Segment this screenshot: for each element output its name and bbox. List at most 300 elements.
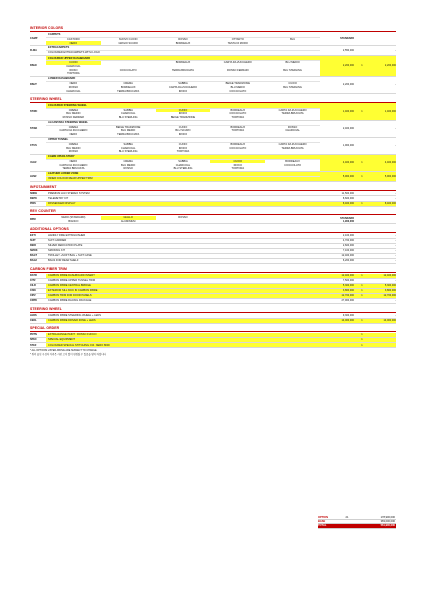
option-total: - — [395, 259, 396, 263]
option-quantity[interactable] — [356, 191, 368, 195]
color-choice[interactable]: ROSSO — [123, 167, 133, 171]
option-quantity[interactable] — [356, 234, 368, 238]
option-total: - — [395, 239, 396, 243]
color-choice[interactable]: CREMA — [68, 142, 79, 146]
color-choice[interactable]: TERRA BRUCIATA — [117, 133, 140, 137]
color-choice[interactable]: BLU STERLING — [118, 150, 138, 154]
color-choice[interactable]: CIOCCOLATO — [229, 112, 247, 116]
option-heading: CABIN UPHOLSTERY — [46, 155, 320, 160]
color-choice[interactable]: CARTA DA ZUCCHERO — [278, 142, 307, 146]
color-choice[interactable] — [210, 150, 265, 154]
color-choice[interactable]: TERRA BRUCIATA — [171, 68, 195, 72]
option-heading: LEATHER LOWER ZONE — [46, 172, 320, 177]
option-quantity[interactable]: 1 — [356, 103, 368, 119]
option-quantity[interactable]: 1 — [356, 333, 368, 337]
color-choice[interactable]: ROSSO — [68, 85, 79, 89]
option-total: - — [395, 313, 396, 317]
option-price: 7,100,000 — [342, 249, 354, 253]
option-quantity[interactable]: 1 — [356, 172, 368, 181]
option-description — [46, 234, 320, 238]
option-text: SUIT CARRIER — [48, 239, 67, 243]
option-row[interactable] — [30, 172, 396, 182]
color-choice[interactable]: ALUMINIUM — [120, 219, 136, 223]
summary-row — [318, 524, 396, 528]
option-text: PREMIUM HI-FI STEREO SYSTEM — [48, 191, 90, 195]
color-choice[interactable]: CHARCOAL — [120, 112, 136, 116]
option-price-standard: STANDARD — [340, 216, 354, 220]
color-choice[interactable]: CARTA DA ZUCCHERO — [278, 108, 307, 112]
color-choice[interactable] — [210, 133, 265, 137]
footnote: * ALL OPTIONS LISTED ABOVE ARE SUBJECT TO CHANGE. — [30, 349, 98, 353]
option-heading: COLOURED STEERING WHEEL — [46, 103, 320, 108]
color-choice[interactable]: CUOIO — [210, 160, 265, 164]
option-total: - — [395, 299, 396, 303]
option-row[interactable] — [30, 103, 396, 120]
color-choice[interactable]: CARTA DA ZUCCHERO — [223, 61, 252, 65]
color-choice[interactable]: CREMA — [68, 125, 79, 129]
option-total — [368, 338, 396, 342]
option-quantity[interactable] — [356, 249, 368, 253]
color-choice[interactable] — [156, 220, 211, 224]
color-choice[interactable] — [265, 89, 320, 93]
option-quantity[interactable]: 1 — [356, 289, 368, 293]
color-choice[interactable] — [156, 72, 211, 76]
option-total: 12,400,000 — [368, 274, 396, 278]
option-description — [46, 244, 320, 248]
color-choice[interactable]: TORTORA — [231, 116, 245, 120]
option-total — [368, 33, 396, 45]
option-description — [46, 172, 320, 181]
color-choice[interactable] — [265, 150, 320, 154]
color-choices — [46, 82, 320, 93]
option-description — [46, 299, 320, 303]
option-heading: CARPETS — [46, 33, 320, 38]
color-choice[interactable]: TERRA BRUCIATA — [117, 89, 140, 93]
option-heading: COLOURED UPPER DASHBOARD — [46, 56, 320, 61]
option-price: 5,300,000 — [320, 284, 356, 288]
option-code: BAG2 — [30, 259, 37, 263]
option-text: CARBON FIBRE STEERING WHEEL + LEDS — [48, 313, 102, 317]
color-choice[interactable]: ROSSO — [178, 37, 188, 41]
section-title: CARBON FIBER TRIM — [30, 267, 396, 273]
option-price: 6,200,000 — [342, 259, 354, 263]
option-quantity[interactable] — [356, 216, 368, 223]
option-heading: EXTRACARPETS — [46, 46, 320, 51]
option-quantity[interactable] — [356, 254, 368, 258]
color-choice[interactable]: TERRA BRUCIATA — [62, 167, 85, 171]
option-code: LENZ — [30, 174, 37, 178]
color-choice[interactable]: GRIGIO SCURO — [118, 41, 138, 45]
option-code: ULEZ — [30, 161, 37, 165]
color-choice[interactable]: SABBIA — [123, 108, 133, 112]
option-quantity[interactable]: 1 — [356, 294, 368, 298]
option-price: 12,700,000 — [320, 294, 356, 298]
option-description — [46, 249, 320, 253]
option-total: - — [395, 144, 396, 147]
color-choice[interactable]: TESTA DI MORO — [227, 41, 248, 45]
color-choice[interactable]: SABBIA — [178, 159, 188, 163]
color-choice[interactable]: BLU MEDIO — [66, 112, 81, 116]
option-price — [320, 338, 356, 342]
option-code: CISK — [30, 289, 36, 293]
option-row[interactable] — [30, 138, 396, 155]
color-choice[interactable]: ROSSO — [287, 125, 298, 129]
option-price: 14,000,000 — [320, 319, 356, 323]
option-row[interactable] — [30, 259, 396, 264]
option-code: SMOK — [30, 249, 38, 253]
color-choice[interactable]: CUOIO — [46, 61, 101, 65]
color-choice[interactable]: CARTA DA ZUCCHERO — [59, 129, 88, 133]
color-choice[interactable]: TORTORA — [67, 72, 80, 76]
color-choice[interactable]: BLU STERLING — [118, 116, 138, 120]
color-choice[interactable]: IROKO — [233, 163, 242, 167]
option-text: BAGS FOR REAR SHELF — [48, 259, 79, 263]
option-row[interactable] — [30, 299, 396, 304]
summary-value: 383,000,000 — [380, 520, 395, 524]
option-row[interactable] — [30, 77, 396, 94]
color-choice[interactable]: IROKO — [69, 68, 78, 72]
option-total: - — [395, 244, 396, 248]
option-total: 2,200,000 — [368, 56, 396, 76]
color-choice[interactable]: CHARCOAL — [175, 163, 191, 167]
option-description — [46, 294, 320, 298]
color-choice[interactable] — [265, 72, 320, 76]
color-choice[interactable]: CIOCCOLATO — [229, 89, 247, 93]
color-choice[interactable]: BLU SCURO — [175, 129, 191, 133]
option-total: 12,700,000 — [368, 294, 396, 298]
color-choice[interactable]: BORDEAUX — [285, 159, 300, 163]
option-description — [46, 138, 320, 154]
option-price: 27,900,000 — [341, 299, 354, 303]
summary-value: 561,900,000 — [380, 524, 395, 528]
color-choice[interactable]: BEIGE TRADIZIONE — [116, 125, 141, 129]
color-choice[interactable]: TORTORA — [176, 150, 190, 154]
color-choice[interactable]: SABBIA — [123, 142, 133, 146]
color-choice[interactable]: CHARCOAL — [285, 129, 300, 133]
color-choice[interactable]: BEIGE TRADIZIONE — [170, 116, 196, 120]
option-description — [46, 319, 320, 323]
color-choice[interactable]: NUOVO CUOIO — [118, 37, 138, 41]
option-price-alt: 1,900,000 — [342, 220, 354, 224]
option-row[interactable] — [30, 56, 396, 77]
option-price: 8,600,000 — [342, 196, 354, 200]
section-title: REV COUNTER — [30, 209, 396, 215]
option-code: DEPK — [30, 196, 37, 200]
option-quantity[interactable] — [356, 239, 368, 243]
option-quantity[interactable]: 1 — [356, 319, 368, 323]
option-text: CARBON FIBRE UPPER TUNNEL TRIM — [48, 279, 96, 283]
color-choice[interactable]: CUOIO — [178, 142, 188, 146]
option-code: DSHC — [30, 64, 38, 68]
color-choice[interactable]: BLU STERLING — [173, 167, 193, 171]
color-choice[interactable] — [265, 220, 320, 224]
option-code: CTUS — [30, 144, 37, 147]
option-description — [46, 33, 320, 45]
color-choice[interactable]: ROSSO — [68, 150, 79, 154]
option-quantity[interactable] — [356, 299, 368, 303]
option-row[interactable] — [30, 343, 396, 348]
option-description — [46, 254, 320, 258]
option-row[interactable] — [30, 46, 396, 56]
option-heading: UPPER TUNNEL — [46, 138, 320, 143]
color-choice[interactable]: BIANCO — [68, 219, 79, 223]
color-choice[interactable]: CHARCOAL — [66, 89, 81, 93]
color-choice[interactable]: CUOIO — [156, 109, 211, 113]
color-choice[interactable]: BLU MEDIO — [230, 85, 245, 89]
color-choice[interactable]: CIOCCOLATO — [229, 146, 247, 150]
option-description — [46, 338, 320, 342]
section-title: SPECIAL ORDER — [30, 326, 396, 332]
option-price: 4,700,000 — [342, 239, 354, 243]
option-total: - — [395, 126, 396, 130]
option-quantity[interactable] — [356, 313, 368, 317]
option-code: CIPZ — [30, 294, 36, 298]
option-total: 5,300,000 — [368, 284, 396, 288]
option-row[interactable] — [30, 121, 396, 138]
option-price: 4,400,000 — [320, 155, 356, 171]
option-code: EXTI — [30, 234, 36, 238]
option-total: 1,400,000 — [368, 103, 396, 119]
color-choice[interactable]: CARTA DA ZUCCHERO — [59, 163, 88, 167]
color-choice[interactable]: BEIGE TRADIZIONE — [225, 82, 250, 86]
option-code: CAMP — [30, 37, 38, 41]
option-row[interactable] — [30, 202, 396, 207]
option-price: 12,400,000 — [341, 254, 354, 258]
color-choice[interactable]: BLU MEDIO — [121, 163, 136, 167]
option-row[interactable] — [30, 319, 396, 324]
color-choice[interactable]: IROKO — [178, 133, 188, 137]
option-row[interactable] — [30, 155, 396, 172]
option-description — [46, 56, 320, 76]
option-quantity[interactable]: 1 — [356, 284, 368, 288]
color-choice[interactable]: BLU STERLING — [283, 85, 302, 89]
color-choice[interactable]: CHARCOAL — [120, 146, 136, 150]
option-code: STWC — [30, 109, 38, 113]
section-title: STEERING WHEEL — [30, 307, 396, 313]
option-quantity[interactable] — [356, 259, 368, 263]
option-row[interactable] — [30, 216, 396, 224]
option-quantity[interactable] — [356, 77, 368, 93]
option-total: - — [395, 234, 396, 238]
option-code: CRPK — [30, 299, 38, 303]
option-description — [46, 77, 320, 93]
color-choice[interactable]: CASTORO — [67, 37, 80, 41]
option-description — [46, 259, 320, 263]
option-price: 2,400,000 — [342, 126, 354, 130]
option-quantity[interactable] — [356, 244, 368, 248]
option-heading: ALCANTARA STEERING WHEEL — [46, 121, 320, 126]
option-price — [320, 333, 356, 337]
color-choice[interactable]: BLU MEDIO — [285, 61, 300, 65]
color-choice[interactable]: CREMA — [68, 108, 79, 112]
option-total: - — [395, 191, 396, 195]
option-quantity[interactable] — [356, 138, 368, 154]
color-choice[interactable]: CUOIO — [178, 125, 188, 129]
color-choice[interactable]: CREMA — [123, 82, 133, 86]
option-text: TROLLEY +SOFT BAG + SUIT CASE — [48, 254, 92, 258]
option-price: 12,400,000 — [320, 274, 356, 278]
color-choices — [46, 126, 320, 137]
option-description — [46, 289, 320, 293]
option-code: STWA — [30, 126, 38, 130]
option-total — [368, 343, 396, 347]
color-choice[interactable]: ROSSO FERRARI — [227, 68, 249, 72]
option-quantity[interactable] — [356, 279, 368, 283]
option-description — [46, 196, 320, 200]
color-choice[interactable]: NERO (STANDARD) — [61, 216, 86, 220]
option-price — [320, 216, 356, 223]
option-text: CARBON FIBRE DRIVER ZONE + LEDS — [46, 319, 320, 323]
option-text: PASSENGER DISPLAY — [46, 202, 320, 206]
option-code: SNDH — [30, 191, 38, 195]
option-code: FLMA — [30, 48, 37, 52]
option-description — [46, 216, 320, 223]
option-price: 2,200,000 — [320, 56, 356, 76]
color-choice[interactable]: OTTANTO — [231, 37, 244, 41]
color-choice[interactable]: TERRA BRUCIATA — [281, 112, 304, 116]
color-choice[interactable] — [265, 167, 320, 171]
color-choice[interactable]: IROKO — [178, 112, 188, 116]
option-text: CARBON FIBRE DASHBOARD INSERT — [46, 274, 320, 278]
option-description — [46, 333, 320, 337]
option-code: RPM — [30, 217, 36, 221]
option-quantity[interactable]: 1 — [356, 343, 368, 347]
option-total: - — [395, 249, 396, 253]
color-choices — [46, 216, 320, 223]
color-choice[interactable]: CREMA — [123, 159, 133, 163]
option-text: SPECIAL EQUIPMENT — [46, 338, 320, 342]
color-choices — [46, 61, 320, 76]
color-choice[interactable]: CUOIO — [288, 82, 297, 86]
option-total: - — [395, 279, 396, 283]
color-choice[interactable]: ROSSO FERRARI — [62, 116, 85, 120]
color-choice[interactable]: GIALLO — [101, 216, 156, 220]
option-description — [46, 191, 320, 195]
section-title: ADDITIONAL OPTIONS — [30, 227, 396, 233]
summary-value: 178,900,000 — [380, 516, 395, 520]
option-text: TELEMETRY KIT — [48, 196, 69, 200]
color-choice[interactable]: TORTORA — [231, 129, 245, 133]
option-description — [46, 284, 320, 288]
color-choice[interactable]: TERRA BRUCIATA — [281, 146, 304, 150]
color-choice[interactable]: CARTA DA ZUCCHERO — [168, 85, 197, 89]
option-quantity[interactable] — [356, 46, 368, 55]
option-quantity[interactable] — [356, 121, 368, 137]
option-code: DEDI — [30, 244, 36, 248]
option-quantity[interactable]: 1 — [356, 274, 368, 278]
option-quantity[interactable]: 1 — [356, 56, 368, 76]
option-total: 4,400,000 — [368, 155, 396, 171]
option-code: CILR — [30, 284, 36, 288]
option-code: DATR — [30, 273, 37, 277]
option-price: 8,400,000 — [320, 202, 356, 206]
color-choice[interactable]: BLU MEDIO — [121, 129, 136, 133]
color-choice[interactable] — [265, 133, 320, 137]
color-choice[interactable] — [210, 220, 265, 224]
option-text: HANDLY FIRE EXTINGUISHER — [48, 234, 86, 238]
option-total: 5,900,000 — [368, 172, 396, 181]
color-choice[interactable]: BORDEAUX — [120, 85, 136, 89]
color-choice[interactable]: SABBIA — [178, 82, 188, 86]
summary-label: BASE — [318, 520, 326, 524]
color-choice[interactable]: BORDEAUX — [230, 142, 246, 146]
color-choice[interactable]: NERO — [69, 133, 78, 137]
color-choice[interactable]: BORDEAUX — [230, 125, 246, 129]
option-description — [46, 313, 320, 317]
summary-label: OPTION — [318, 516, 328, 520]
color-choice[interactable]: BLU STERLING — [283, 68, 302, 72]
color-choice[interactable]: BLU MEDIO — [66, 146, 81, 150]
option-quantity[interactable]: 1 — [356, 155, 368, 171]
option-price: 11,500,000 — [341, 191, 354, 195]
option-description — [46, 274, 320, 278]
color-choice[interactable]: BORDEAUX — [175, 41, 191, 45]
option-text: CARBON TRIM FOR DOOR PANELS — [46, 294, 320, 298]
option-price: 2,550,000 — [342, 48, 354, 52]
option-code: CITZ — [30, 279, 36, 283]
color-choices — [46, 143, 320, 154]
option-description — [46, 46, 320, 55]
color-choice[interactable]: TORTORA — [231, 167, 245, 171]
color-choice[interactable] — [265, 41, 320, 45]
option-code: PNTN — [30, 333, 37, 337]
option-quantity[interactable]: 1 — [356, 338, 368, 342]
color-choice[interactable]: BLU — [290, 37, 296, 41]
option-total — [368, 216, 396, 223]
section-title: INTERIOR COLORS — [30, 26, 396, 32]
option-text: EXTERIOR SILL KICK IN CARBON FIBRE — [46, 289, 320, 293]
color-choice[interactable]: CHARCOAL — [66, 65, 81, 69]
option-total: - — [395, 48, 396, 52]
option-total: 8,400,000 — [368, 202, 396, 206]
color-choice[interactable]: ROSSO — [178, 216, 188, 220]
option-code: BAGT — [30, 254, 38, 258]
color-choices — [46, 109, 320, 120]
option-price: 2,100,000 — [342, 234, 354, 238]
color-choice[interactable] — [101, 72, 156, 76]
color-choice[interactable]: CIOCCOLATO — [284, 163, 302, 167]
price-summary — [318, 516, 396, 529]
option-row[interactable] — [30, 33, 396, 46]
option-text: EXTRA-RANGE PAINT : ROSSO FUOCO — [46, 333, 320, 337]
summary-label: TOTAL — [318, 524, 327, 528]
option-price — [320, 343, 356, 347]
option-price: 2,600,000 — [342, 244, 354, 248]
color-choice[interactable]: IROKO — [178, 146, 188, 150]
color-choice[interactable] — [210, 72, 265, 76]
option-price: STANDARD — [340, 37, 354, 41]
summary-count: 21 — [345, 516, 349, 520]
color-choice[interactable]: NERO — [69, 159, 78, 163]
option-quantity[interactable] — [356, 196, 368, 200]
option-code: SUIT — [30, 239, 36, 243]
color-choice[interactable]: CIOCCOLATO — [119, 68, 137, 72]
option-quantity[interactable]: 1 — [356, 202, 368, 206]
color-choice[interactable]: NERO — [46, 41, 101, 45]
color-choices — [46, 160, 320, 171]
color-choice[interactable]: NERO — [69, 82, 78, 86]
option-price: 7,500,000 — [342, 279, 354, 283]
color-choice[interactable]: IROKO — [178, 89, 188, 93]
option-text: COLOURED SPECIAL STITCHING O.R. NERO 8000 — [46, 343, 320, 347]
color-choice[interactable] — [265, 116, 320, 120]
option-text: SMOKING KIT — [48, 249, 66, 253]
color-choice[interactable]: BORDEAUX — [175, 61, 191, 65]
section-title: INFOTAINMENT — [30, 185, 396, 191]
option-quantity[interactable] — [356, 33, 368, 45]
color-choice[interactable]: BORDEAUX — [230, 108, 246, 112]
option-description — [46, 103, 320, 119]
